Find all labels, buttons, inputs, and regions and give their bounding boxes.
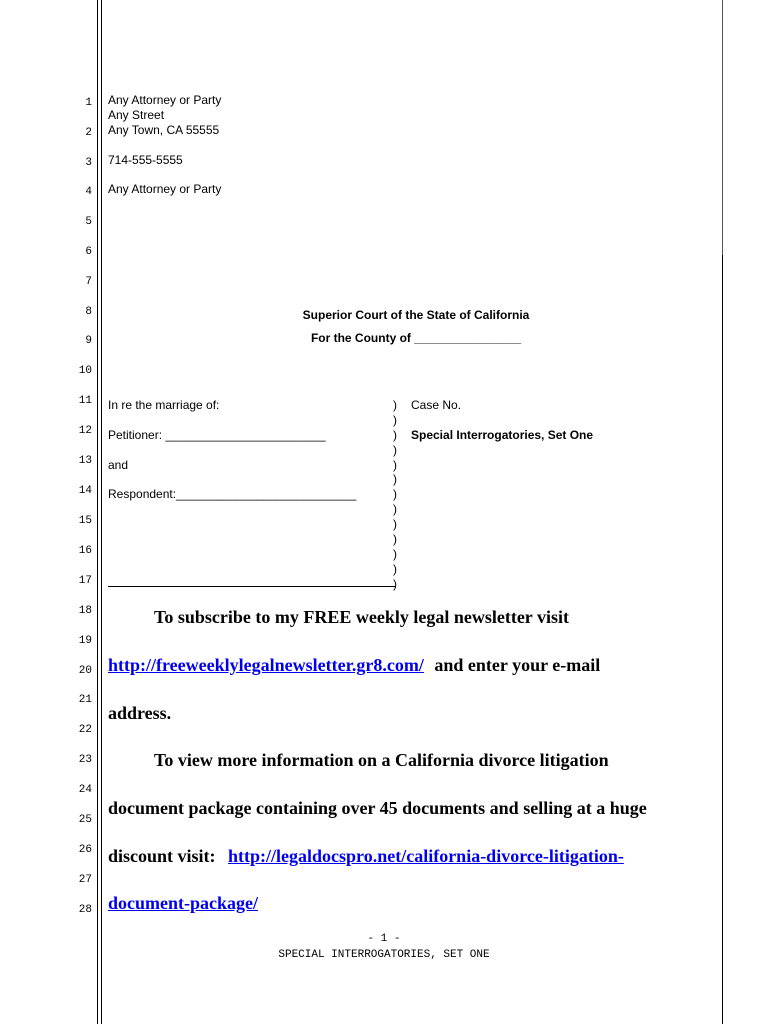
line-number: 22 <box>78 724 92 736</box>
paren: ) <box>393 398 397 412</box>
package-link-part1[interactable]: http://legaldocspro.net/california-divorce-litigation- <box>228 846 624 866</box>
line-number: 9 <box>85 335 92 347</box>
petitioner-field: Petitioner: ________________________ <box>108 428 326 442</box>
line-number: 5 <box>85 216 92 228</box>
line-number: 23 <box>78 754 92 766</box>
line-number: 16 <box>78 545 92 557</box>
package-line3 <box>108 845 624 867</box>
line-number: 20 <box>78 665 92 677</box>
newsletter-text: To subscribe to my FREE weekly legal newsletter visit <box>154 607 569 627</box>
line-number: 3 <box>85 157 92 169</box>
document-title: Special Interrogatories, Set One <box>411 428 594 442</box>
line-number: 18 <box>78 605 92 617</box>
paren: ) <box>393 472 397 487</box>
attorney-phone: 714-555-5555 <box>108 153 183 167</box>
paren: ) <box>393 502 397 517</box>
line-number: 28 <box>78 904 92 916</box>
right-margin-rule <box>722 255 723 1024</box>
attorney-name: Any Attorney or Party <box>108 93 222 107</box>
newsletter-link[interactable]: http://freeweeklylegalnewsletter.gr8.com/ <box>108 655 424 675</box>
line-number: 24 <box>78 784 92 796</box>
attorney-for: Any Attorney or Party <box>108 182 222 196</box>
court-county: For the County of ________________ <box>310 331 522 345</box>
paren: ) <box>393 427 397 442</box>
respondent-field: Respondent:___________________________ <box>108 487 357 501</box>
line-number: 10 <box>78 365 92 377</box>
paren: ) <box>393 517 397 532</box>
in-re-label: In re the marriage of: <box>108 398 220 412</box>
line-number: 19 <box>78 635 92 647</box>
line-number: 25 <box>78 814 92 826</box>
line-number: 1 <box>85 97 92 109</box>
line-number: 8 <box>85 306 92 318</box>
court-name: Superior Court of the State of California <box>302 308 530 322</box>
package-text-line1: To view more information on a California divorce litigation <box>154 750 609 770</box>
right-margin-rule-top <box>722 0 723 255</box>
newsletter-end: address. <box>108 703 172 723</box>
case-number-label: Case No. <box>411 398 462 412</box>
paren: ) <box>393 561 397 576</box>
line-number: 26 <box>78 844 92 856</box>
package-line4 <box>108 892 258 914</box>
footer-title: SPECIAL INTERROGATORIES, SET ONE <box>278 949 490 961</box>
line-number: 2 <box>85 127 92 139</box>
paren: ) <box>393 487 397 502</box>
line-number: 17 <box>78 575 92 587</box>
paren: ) <box>393 457 397 472</box>
and-label: and <box>108 458 129 472</box>
package-text-line2: document package containing over 45 documents and selling at a huge <box>108 798 647 818</box>
paren: ) <box>393 576 397 591</box>
caption-parentheses <box>393 398 403 592</box>
attorney-city: Any Town, CA 55555 <box>108 123 220 137</box>
line-number: 13 <box>78 455 92 467</box>
package-text-line3: discount visit: <box>108 846 216 866</box>
line-number: 27 <box>78 874 92 886</box>
attorney-street: Any Street <box>108 108 165 122</box>
line-number: 21 <box>78 694 92 706</box>
paren: ) <box>393 546 397 561</box>
line-number: 7 <box>85 276 92 288</box>
package-link-part2[interactable]: document-package/ <box>108 893 258 913</box>
line-number: 14 <box>78 485 92 497</box>
line-number: 4 <box>85 186 92 198</box>
caption-underline <box>108 586 395 587</box>
line-number: 6 <box>85 246 92 258</box>
paren: ) <box>393 442 397 457</box>
left-margin-rule-outer <box>97 0 98 1024</box>
line-number: 12 <box>78 425 92 437</box>
newsletter-line <box>108 654 600 676</box>
line-number: 15 <box>78 515 92 527</box>
left-margin-rule-inner <box>101 0 102 1024</box>
page-number: - 1 - <box>367 933 401 945</box>
newsletter-after: and enter your e-mail <box>434 655 601 675</box>
paren: ) <box>393 412 397 427</box>
paren: ) <box>393 532 397 547</box>
line-number: 11 <box>78 395 92 407</box>
